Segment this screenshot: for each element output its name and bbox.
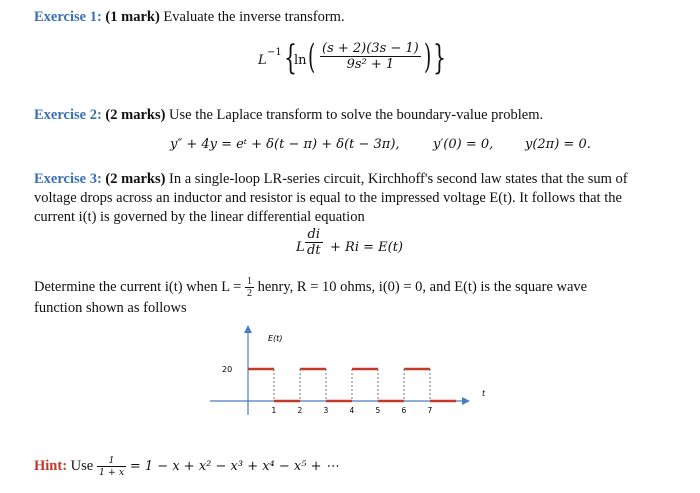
- exercise-1-marks: (1 mark): [105, 9, 160, 25]
- wave-layer: [248, 369, 456, 401]
- exercise-3-determine: [34, 276, 587, 299]
- exercise-3-line-2: voltage drops across an inductor and resistor is equal to the impressed voltage E(t). It follows that the: [34, 190, 622, 206]
- laplace-inverse-sup: −1: [267, 47, 282, 58]
- x-axis-label: t: [482, 389, 486, 398]
- exercise-3-line-3: current i(t) is governed by the linear differential equation: [34, 209, 365, 225]
- exercise-3-label: Exercise 3:: [34, 171, 102, 187]
- x-tick-label: 6: [401, 406, 407, 415]
- exercise-2-equation: [170, 137, 400, 152]
- hint-fraction: [97, 455, 126, 478]
- ode-rest: + Ri = E(t): [330, 240, 403, 255]
- half-den: 2: [246, 288, 252, 299]
- ex1-fraction: [320, 41, 421, 72]
- hint-label: Hint:: [34, 457, 68, 474]
- ex1-denominator: 9s² + 1: [346, 57, 395, 72]
- exercise-1-statement: [34, 8, 345, 27]
- ode-L: L: [296, 240, 305, 255]
- exercise-2-condition-1: y′(0) = 0,: [433, 137, 494, 152]
- exercise-1-label: Exercise 1:: [34, 9, 102, 25]
- level-label: 20: [222, 365, 233, 374]
- di-dt-fraction: [305, 227, 323, 258]
- exercise-2-text: Use the Laplace transform to solve the boundary-value problem.: [169, 107, 544, 123]
- hint-denominator: 1 + x: [98, 467, 125, 478]
- exercise-2-condition-2: y(2π) = 0.: [525, 137, 591, 152]
- exercise-2-label: Exercise 2:: [34, 107, 102, 123]
- hint-series: = 1 − x + x² − x³ + x⁴ − x⁵ + ⋯: [129, 458, 339, 474]
- exercise-3-marks: (2 marks): [105, 171, 166, 187]
- exercise-1-text: Evaluate the inverse transform.: [163, 9, 345, 25]
- hint-line: [34, 455, 339, 478]
- right-brace: }: [433, 38, 446, 78]
- left-paren: (: [308, 37, 316, 77]
- x-tick-label: 2: [297, 406, 303, 415]
- exercise-2-marks: (2 marks): [105, 107, 166, 123]
- half-num: 1: [246, 276, 252, 287]
- x-axis-arrow: [462, 397, 470, 405]
- x-tick-label: 3: [323, 406, 329, 415]
- exercise-3-line-1: [34, 170, 628, 189]
- ode-equation: y″ + 4y = eᵗ + δ(t − π) + δ(t − 3π),: [170, 137, 400, 152]
- square-wave-graph: [200, 320, 500, 424]
- x-tick-label: 5: [375, 406, 381, 415]
- right-paren: ): [424, 37, 432, 77]
- x-tick-label: 4: [349, 406, 355, 415]
- hint-use: Use: [70, 457, 94, 474]
- ln-label: ln: [294, 53, 307, 68]
- hint-numerator: 1: [97, 455, 126, 467]
- laplace-operator: L: [258, 53, 267, 68]
- x-tick-label: 7: [427, 406, 433, 415]
- di-numerator: di: [305, 227, 323, 243]
- exercise-3-text-1: In a single-loop LR-series circuit, Kirchhoff's second law states that the sum of: [169, 171, 628, 187]
- half-fraction: [245, 276, 254, 299]
- tick-layer: [272, 406, 433, 415]
- x-tick-label: 1: [271, 406, 277, 415]
- determine-text-b: henry, R = 10 ohms, i(0) = 0, and E(t) is the square wave: [257, 278, 588, 295]
- dt-denominator: dt: [307, 243, 321, 258]
- left-brace: {: [284, 38, 297, 78]
- exercise-3-line-5: function shown as follows: [34, 300, 187, 316]
- y-axis-label: E(t): [268, 334, 283, 343]
- exercise-2-statement: [34, 106, 543, 125]
- ex1-numerator: (s + 2)(3s − 1): [322, 41, 419, 56]
- y-axis-arrow: [244, 325, 252, 333]
- determine-text-a: Determine the current i(t) when L =: [34, 278, 242, 295]
